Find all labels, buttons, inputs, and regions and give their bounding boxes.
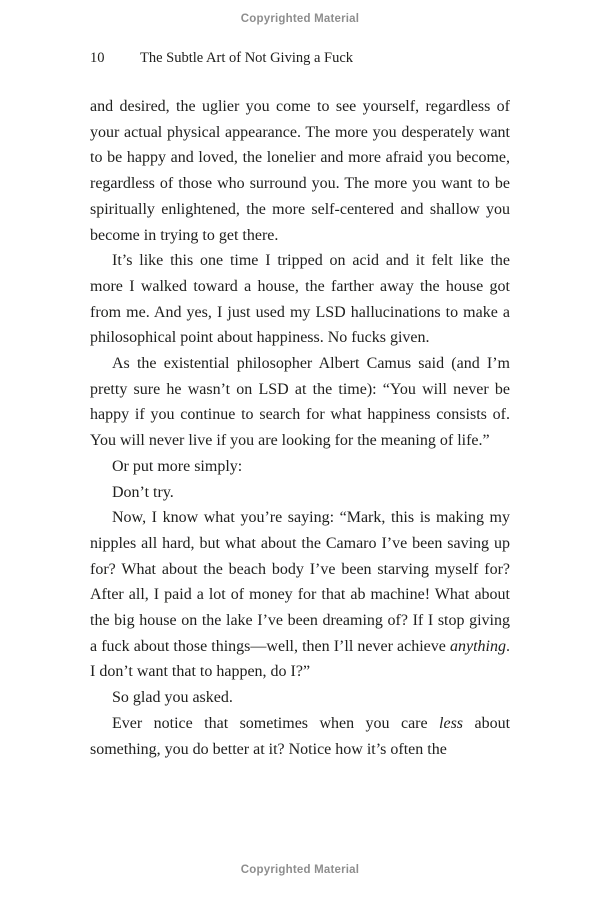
- paragraph: [90, 94, 510, 248]
- text-segment: So glad you asked.: [112, 689, 233, 707]
- text-segment: . I don’t want that to happen, do I?”: [90, 637, 510, 681]
- paragraph: [90, 505, 510, 685]
- text-segment: As the existential philosopher Albert Camus said (and I’m pretty sure he wasn’t on LSD at the time): “You will never be happy if you continue to search for what happiness consists of. You will never live if you are looking for the meaning of life.”: [90, 355, 510, 450]
- running-title: The Subtle Art of Not Giving a Fuck: [140, 50, 354, 66]
- italic-text-segment: less: [439, 714, 464, 732]
- paragraph: [90, 248, 510, 351]
- text-segment: Ever notice that sometimes when you care: [112, 714, 440, 732]
- text-segment: about something, you do better at it? Notice how it’s often the: [90, 714, 511, 758]
- copyright-notice-top: Copyrighted Material: [240, 13, 360, 25]
- text-segment: and desired, the uglier you come to see yourself, regardless of your actual physical appearance. The more you desperately want to be happy and loved, the lonelier and more afraid you become, regardless of those who surround you. The more you want to be spiritually enlightened, the more self-centered and shallow you become in trying to get there.: [90, 98, 510, 244]
- copyright-notice-bottom: Copyrighted Material: [240, 864, 360, 876]
- page-number: 10: [90, 50, 105, 66]
- text-segment: Don’t try.: [112, 483, 174, 501]
- paragraph: [90, 711, 510, 762]
- page-header: [90, 50, 510, 67]
- italic-text-segment: anything: [450, 637, 506, 655]
- paragraph: [90, 351, 510, 454]
- body-text: [90, 94, 510, 762]
- paragraph: [90, 480, 510, 506]
- text-segment: Or put more simply:: [112, 457, 243, 475]
- text-segment: It’s like this one time I tripped on acid and it felt like the more I walked toward a house, the farther away the house got from me. And yes, I just used my LSD hallucinations to make a philosophical point about happiness. No fucks given.: [90, 252, 510, 347]
- paragraph: [90, 685, 510, 711]
- text-segment: Now, I know what you’re saying: “Mark, this is making my nipples all hard, but what about the Camaro I’ve been saving up for? What about the beach body I’ve been starving myself for? After all, I paid a lot of money for that ab machine! What about the big house on the lake I’ve been dreaming of? If I stop giving a fuck about those things—well, then I’ll never achieve: [90, 509, 510, 655]
- paragraph: [90, 454, 510, 480]
